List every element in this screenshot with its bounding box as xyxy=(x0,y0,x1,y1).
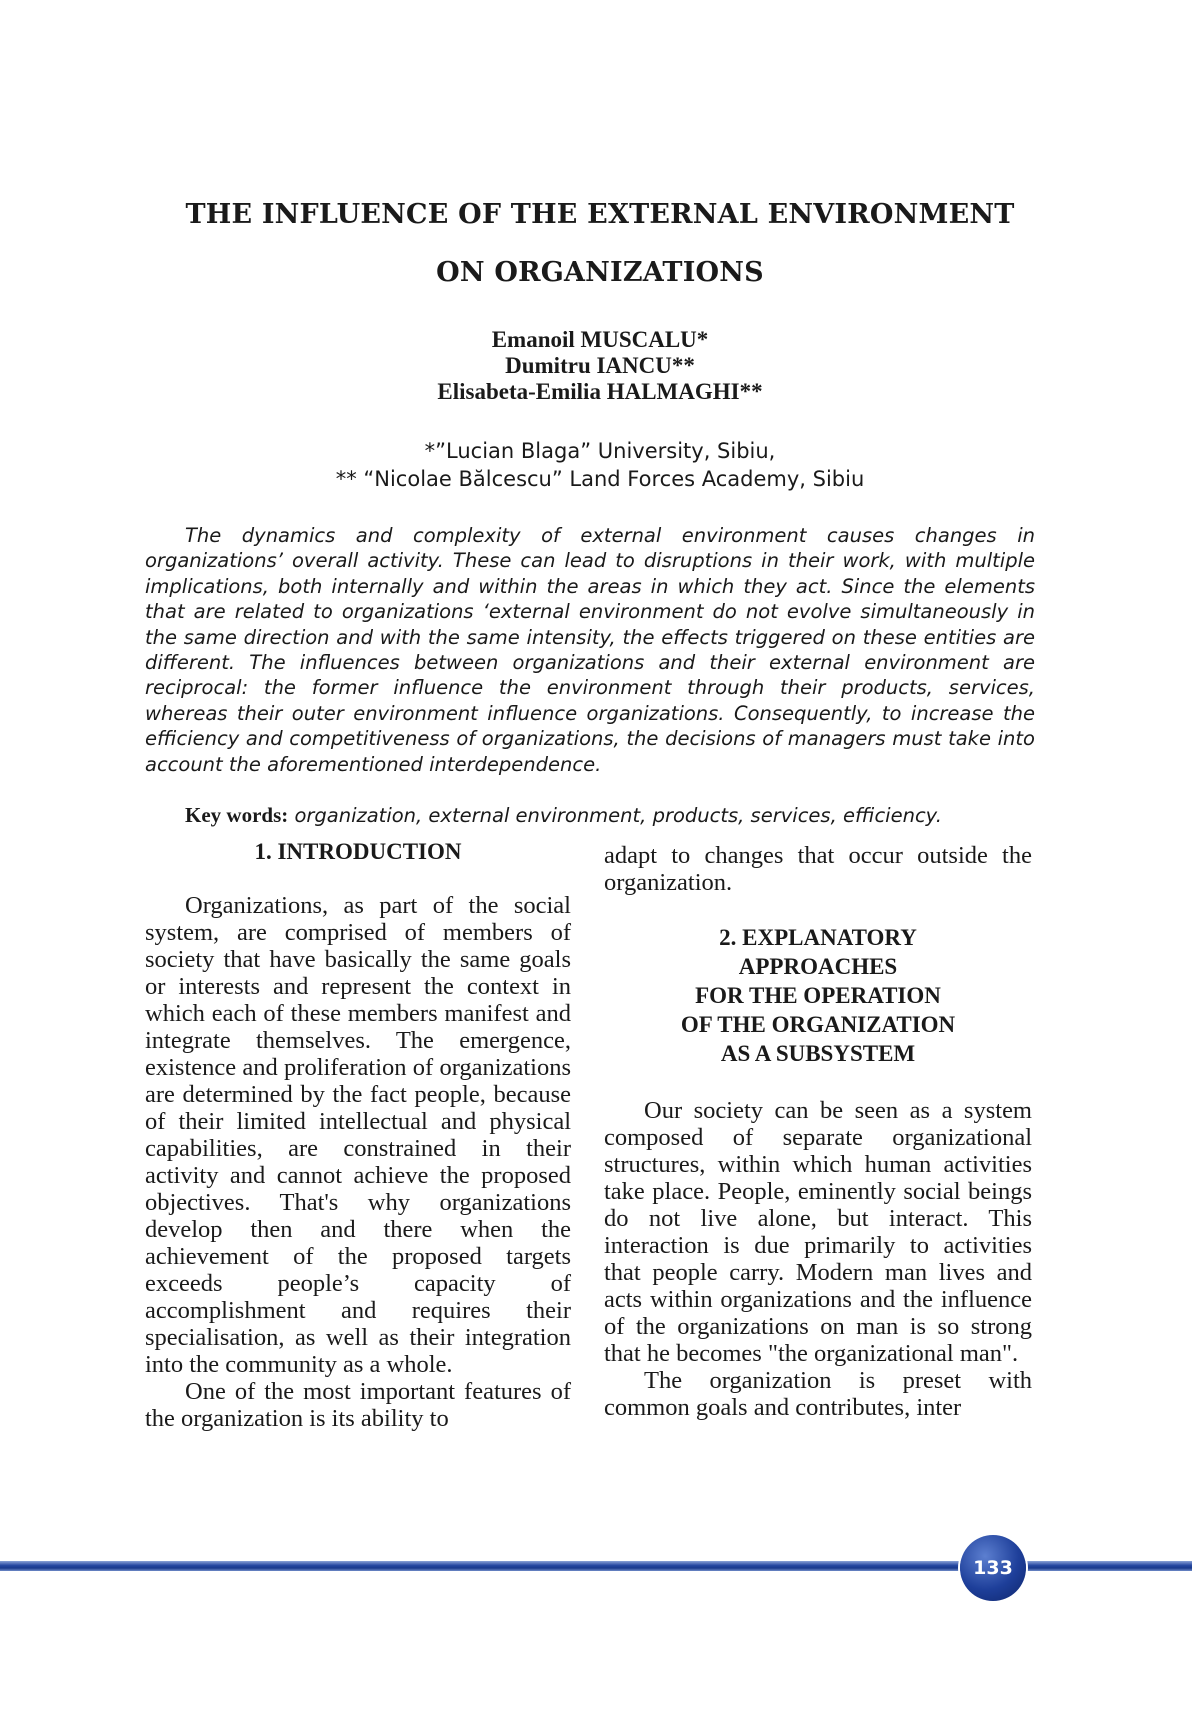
right-column xyxy=(604,842,1032,1421)
explanatory-paragraph-2: The organization is preset with common goals and contributes, inter xyxy=(604,1367,1032,1421)
introduction-paragraph-1: Organizations, as part of the social system, are comprised of members of society that have basically the same goals or interests and represent the context in which each of these members manifest and integrate themselves. The emergence, existence and proliferation of organizations are determined by the fact people, because of their limited intellectual and physical capabilities, are constrained in their activity and cannot achieve the proposed objectives. That's why organizations develop then and there when the achievement of the proposed targets exceeds people’s capacity of accomplishment and requires their specialisation, as well as their integration into the community as a whole. xyxy=(145,892,571,1378)
introduction-paragraph-2: One of the most important features of the organization is its ability to xyxy=(145,1378,571,1432)
author-2: Dumitru IANCU** xyxy=(505,353,695,378)
left-column xyxy=(145,838,571,1432)
heading-line: FOR THE OPERATION xyxy=(695,983,941,1008)
heading-line: APPROACHES xyxy=(738,954,898,979)
author-list xyxy=(100,327,1100,405)
page-number: 133 xyxy=(973,1557,1013,1579)
affiliation-1: *”Lucian Blaga” University, Sibiu, xyxy=(424,439,776,463)
affiliation-2: ** “Nicolae Bălcescu” Land Forces Academy, Sibiu xyxy=(335,467,865,491)
keywords-text: organization, external environment, products, services, efficiency. xyxy=(288,804,942,827)
page-number-badge xyxy=(960,1535,1026,1601)
title-line-2: ON ORGANIZATIONS xyxy=(436,257,764,288)
abstract: The dynamics and complexity of external environment causes changes in organizations’ overall activity. These can lead to disruptions in their work, with multiple implications, both internally and within the areas in which they act. Since the elements that are related to organizations ‘external environment do not evolve simultaneously in the same direction and with the same intensity, the effects triggered on these entities are different. The influences between organizations and their external environment are reciprocal: the former influence the environment through their products, services, whereas their outer environment influence organizations. Consequently, to increase the efficiency and competitiveness of organizations, the decisions of managers must take into account the aforementioned interdependence. xyxy=(145,524,1035,776)
section-heading-introduction: 1. INTRODUCTION xyxy=(254,839,462,864)
keywords-label: Key words: xyxy=(185,803,289,827)
keywords xyxy=(185,802,1065,829)
title-line-1: THE INFLUENCE OF THE EXTERNAL ENVIRONMENT xyxy=(185,199,1015,230)
heading-line: 2. EXPLANATORY xyxy=(719,925,917,950)
introduction-continuation: adapt to changes that occur outside the organization. xyxy=(604,842,1032,896)
paper-title xyxy=(100,186,1100,302)
section-heading-explanatory xyxy=(604,923,1032,1068)
explanatory-paragraph-1: Our society can be seen as a system composed of separate organizational structures, within which human activities take place. People, eminently social beings do not live alone, but interact. This interaction is due primarily to activities that people carry. Modern man lives and acts within organizations and the influence of the organizations on man is so strong that he becomes "the organizational man". xyxy=(604,1097,1032,1367)
affiliation-list xyxy=(100,437,1100,493)
author-1: Emanoil MUSCALU* xyxy=(491,327,709,352)
heading-line: OF THE ORGANIZATION xyxy=(680,1012,956,1037)
author-3: Elisabeta-Emilia HALMAGHI** xyxy=(437,379,763,404)
heading-line: AS A SUBSYSTEM xyxy=(720,1041,916,1066)
